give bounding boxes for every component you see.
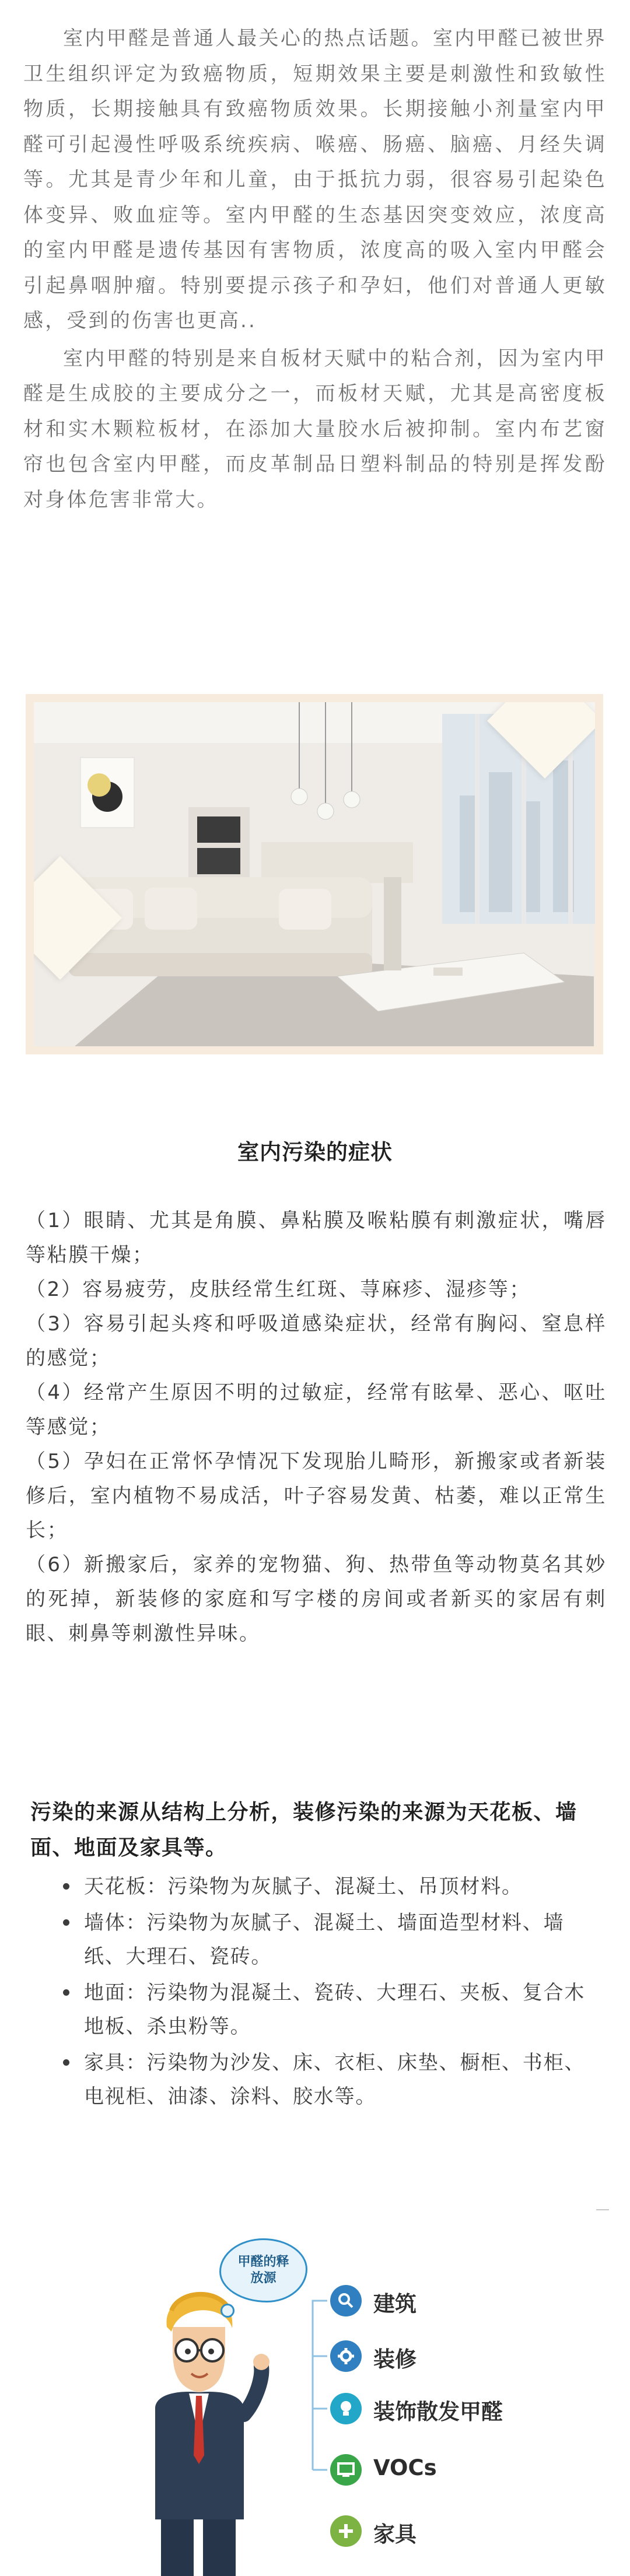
source-node-furniture bbox=[330, 2511, 540, 2552]
intro-paragraph-1: 室内甲醛是普通人最关心的热点话题。室内甲醛已被世界卫生组织评定为致癌物质，短期效果主要是刺激性和致敏性物质，长期接触具有致癌物质效果。长期接触小剂量室内甲醛可引起漫性呼吸系统疾病、喉癌、肠癌、脑癌、月经失调等。尤其是青少年和儿童，由于抵抗力弱，很容易引起染色体变异、败血症等。室内甲醛的生态基因突变效应，浓度高的室内甲醛是遗传基因有害物质，浓度高的吸入室内甲醛会引起鼻咽肿瘤。特别要提示孩子和孕妇，他们对普通人更敏感，受到的伤害也更高.. bbox=[23, 27, 607, 332]
living-room-photo bbox=[34, 702, 595, 1046]
source-node-label: 家具 bbox=[373, 2522, 416, 2547]
source-item-text: 地面：污染物为混凝土、瓷砖、大理石、夹板、复合木地板、杀虫粉等。 bbox=[84, 1981, 586, 2038]
intro-section bbox=[23, 21, 607, 520]
gear-icon bbox=[330, 2340, 362, 2372]
source-node-label: 建筑 bbox=[373, 2291, 416, 2316]
source-node-decoration bbox=[330, 2336, 540, 2377]
source-node-label: 装饰散发甲醛 bbox=[373, 2399, 503, 2424]
symptom-item: （1）眼睛、尤其是角膜、鼻粘膜及喉粘膜有刺激症状，嘴唇等粘膜干燥； bbox=[26, 1209, 607, 1267]
source-item bbox=[54, 1906, 606, 1974]
symptom-item: （3）容易引起头疼和呼吸道感染症状，经常有胸闷、窒息样的感觉； bbox=[26, 1312, 607, 1370]
plus-icon bbox=[330, 2515, 362, 2547]
living-room-photo-frame bbox=[26, 694, 603, 1054]
bullet-icon bbox=[63, 2059, 69, 2066]
source-node-ornaments bbox=[330, 2388, 540, 2429]
source-node-label: VOCs bbox=[373, 2455, 437, 2480]
formaldehyde-sources-graphic bbox=[138, 2234, 546, 2576]
bubble-text: 甲醛的释放源 bbox=[237, 2255, 289, 2286]
source-item-text: 墙体：污染物为灰腻子、混凝土、墙面造型材料、墙纸、大理石、瓷砖。 bbox=[84, 1911, 565, 1968]
sources-list bbox=[54, 1870, 606, 2116]
slides-icon bbox=[330, 2454, 362, 2486]
bullet-icon bbox=[63, 1989, 69, 1996]
bullet-icon bbox=[63, 1919, 69, 1926]
source-item-text: 天花板：污染物为灰腻子、混凝土、吊顶材料。 bbox=[84, 1875, 523, 1898]
symptom-item: （2）容易疲劳，皮肤经常生红斑、荨麻疹、湿疹等； bbox=[26, 1278, 531, 1301]
source-item-text: 家具：污染物为沙发、床、衣柜、床垫、橱柜、书柜、电视柜、油漆、涂料、胶水等。 bbox=[84, 2051, 586, 2108]
bullet-icon bbox=[63, 1883, 69, 1890]
intro-paragraph-2: 室内甲醛的特别是来自板材天赋中的粘合剂，因为室内甲醛是生成胶的主要成分之一，而板材天赋，尤其是高密度板材和实木颗粒板材，在添加大量胶水后被抑制。室内布艺窗帘也包含室内甲醛，而皮革制品日塑料制品的特别是挥发酚对身体危害非常大。 bbox=[23, 346, 607, 511]
lightbulb-icon bbox=[330, 2393, 362, 2424]
source-item bbox=[54, 1870, 606, 1904]
symptom-item: （5）孕妇在正常怀孕情况下发现胎儿畸形，新搬家或者新装修后，室内植物不易成活，叶子容易发黄、枯萎，难以正常生长； bbox=[26, 1450, 607, 1542]
source-node-label: 装修 bbox=[373, 2347, 416, 2372]
search-icon bbox=[330, 2285, 362, 2316]
divider bbox=[596, 2209, 609, 2210]
symptom-item: （4）经常产生原因不明的过敏症，经常有眩晕、恶心、呕吐等感觉； bbox=[26, 1381, 607, 1439]
source-node-vocs bbox=[330, 2449, 540, 2490]
source-item bbox=[54, 1976, 606, 2044]
symptom-item: （6）新搬家后，家养的宠物猫、狗、热带鱼等动物莫名其妙的死掉，新装修的家庭和写字楼的房间或者新买的家居有刺眼、刺鼻等刺激性异味。 bbox=[26, 1553, 607, 1645]
source-item bbox=[54, 2046, 606, 2114]
sources-heading: 污染的来源从结构上分析，装修污染的来源为天花板、墙面、地面及家具等。 bbox=[30, 1800, 578, 1860]
source-node-building bbox=[330, 2280, 540, 2321]
symptoms-list bbox=[26, 1204, 607, 1651]
symptoms-title: 室内污染的症状 bbox=[237, 1140, 393, 1165]
